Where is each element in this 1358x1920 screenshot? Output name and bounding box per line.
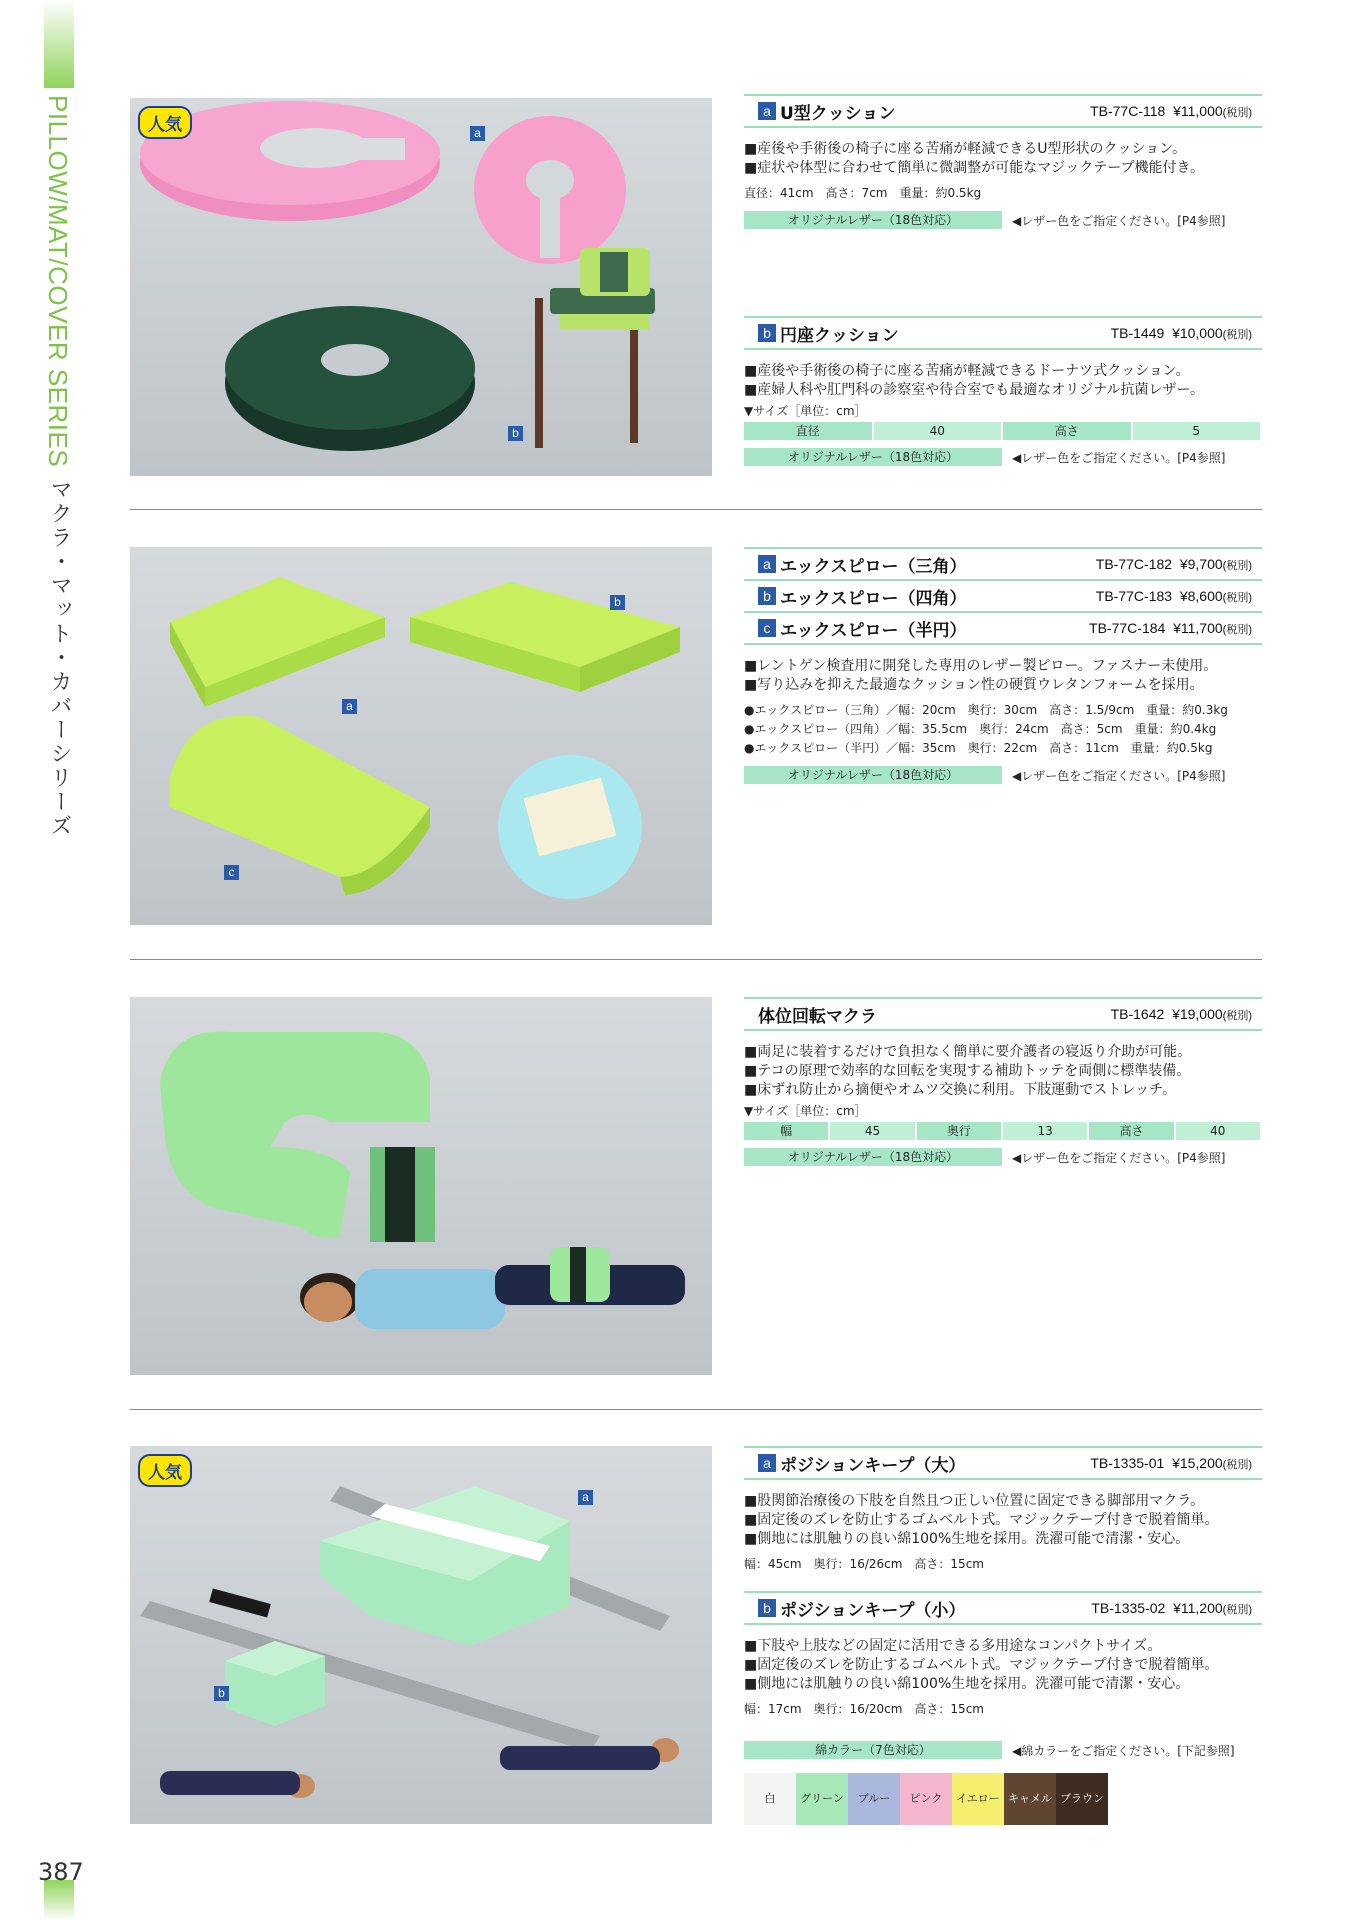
product-rotation-pillow xyxy=(744,997,1262,1166)
color-selection xyxy=(744,448,1262,466)
color-swatch: ブルー xyxy=(848,1773,900,1825)
photo-position-keep xyxy=(130,1446,712,1824)
product-title-row xyxy=(744,613,1262,645)
product-x-pillows xyxy=(744,547,1262,784)
color-swatch: ブラウン xyxy=(1056,1773,1108,1825)
leather-note: ◀レザー色をご指定ください。[P4参照] xyxy=(1012,768,1226,783)
popular-badge: 人気 xyxy=(138,106,192,139)
size-label: 奥行 xyxy=(917,1122,1003,1140)
product-code-price: TB-77C-183 ¥8,600(税別) xyxy=(1095,587,1252,604)
size-value: 40 xyxy=(1176,1122,1262,1140)
photo-label-b: b xyxy=(214,1686,229,1701)
product-title-row xyxy=(744,94,1262,128)
product-description: ■下肢や上肢などの固定に活用できる多用途なコンパクトサイズ。 ■固定後のズレを防止するゴムベルト式。マジックテープ付きで脱着簡単。 ■側地には肌触りの良い綿100%生地を採用。洗濯可能で清潔・安心。 xyxy=(744,1638,1219,1692)
color-swatch: キャメル xyxy=(1004,1773,1056,1825)
section-divider xyxy=(130,509,1262,510)
size-table xyxy=(744,1122,1262,1140)
product-spec: ●エックスピロー（三角）／幅：20cm 奥行：30cm 高さ：1.5/9cm 重量：約0.3kg ●エックスピロー（四角）／幅：35.5cm 奥行：24cm 高さ：5cm 重量：約0.4kg ●エックスピロー（半円）／幅：35cm 奥行：22cm 高さ：11cm 重量：約0.5kg xyxy=(744,703,1228,755)
product-name: エックスピロー（四角） xyxy=(780,588,967,609)
product-name: エックスピロー（三角） xyxy=(780,556,967,577)
color-swatch: ピンク xyxy=(900,1773,952,1825)
product-name: ポジションキープ（小） xyxy=(780,1600,966,1621)
page-number: 387 xyxy=(38,1858,84,1886)
popular-badge: 人気 xyxy=(138,1454,192,1487)
bottom-accent-bar xyxy=(44,1880,74,1920)
product-spec: 幅：45cm 奥行：16/26cm 高さ：15cm xyxy=(744,1557,984,1571)
product-label: c xyxy=(758,619,776,637)
product-position-keep-small xyxy=(744,1591,1262,1825)
leather-note: ◀レザー色をご指定ください。[P4参照] xyxy=(1012,1150,1226,1165)
photo-label-c: c xyxy=(224,865,239,880)
color-swatch: グリーン xyxy=(796,1773,848,1825)
product-label: b xyxy=(758,324,776,342)
photo-label-a: a xyxy=(578,1490,593,1505)
product-label: b xyxy=(758,1599,776,1617)
leather-note: ◀レザー色をご指定ください。[P4参照] xyxy=(1012,213,1226,228)
size-caption: ▼サイズ［単位：cm］ xyxy=(744,404,867,418)
product-position-keep-large xyxy=(744,1446,1262,1574)
color-swatches xyxy=(744,1773,1262,1825)
color-selection xyxy=(744,1741,1262,1759)
color-swatch: イエロー xyxy=(952,1773,1004,1825)
product-name: 円座クッション xyxy=(780,325,899,346)
product-label: a xyxy=(758,555,776,573)
size-value: 40 xyxy=(874,422,1004,440)
section-divider xyxy=(130,959,1262,960)
product-u-cushion xyxy=(744,94,1262,229)
photo-label-a: a xyxy=(342,699,357,714)
product-label: a xyxy=(758,102,776,120)
product-title-row xyxy=(744,581,1262,613)
series-title-japanese: マクラ・マット・カバーシリーズ xyxy=(47,478,72,838)
leather-option: オリジナルレザー（18色対応） xyxy=(744,1148,1002,1166)
product-description: ■両足に装着するだけで負担なく簡単に要介護者の寝返り介助が可能。 ■テコの原理で効率的な回転を実現する補助トッテを両側に標準装備。 ■床ずれ防止から摘便やオムツ交換に利用。下肢運動でストレッチ。 xyxy=(744,1044,1192,1098)
size-table xyxy=(744,422,1262,440)
size-value: 13 xyxy=(1003,1122,1089,1140)
photo-rotation-pillow xyxy=(130,997,712,1375)
photo-x-pillows xyxy=(130,547,712,925)
section-divider xyxy=(130,1409,1262,1410)
product-name: ポジションキープ（大） xyxy=(780,1455,966,1476)
product-title-row xyxy=(744,1446,1262,1480)
size-label: 幅 xyxy=(744,1122,830,1140)
color-selection xyxy=(744,1148,1262,1166)
product-code-price: TB-1335-02 ¥11,200(税別) xyxy=(1091,1599,1252,1616)
size-label: 高さ xyxy=(1089,1122,1175,1140)
product-title-row xyxy=(744,997,1262,1031)
product-label: b xyxy=(758,587,776,605)
color-selection xyxy=(744,766,1262,784)
product-title-row xyxy=(744,1591,1262,1625)
product-code-price: TB-77C-184 ¥11,700(税別) xyxy=(1089,619,1252,636)
product-code-price: TB-1642 ¥19,000(税別) xyxy=(1110,1005,1252,1022)
photo-label-a: a xyxy=(470,126,485,141)
leather-option: オリジナルレザー（18色対応） xyxy=(744,448,1002,466)
size-value: 45 xyxy=(830,1122,916,1140)
product-spec: 直径：41cm 高さ：7cm 重量：約0.5kg xyxy=(744,186,982,200)
product-name: U型クッション xyxy=(780,103,896,124)
size-value: 5 xyxy=(1133,422,1263,440)
top-accent-bar xyxy=(44,0,74,88)
product-description: ■産後や手術後の椅子に座る苦痛が軽減できるドーナツ式クッション。 ■産婦人科や肛門科の診察室や待合室でも最適なオリジナル抗菌レザー。 xyxy=(744,363,1204,398)
photo-label-b: b xyxy=(508,426,523,441)
color-swatch: 白 xyxy=(744,1773,796,1825)
product-name: 体位回転マクラ xyxy=(758,1006,877,1027)
color-selection xyxy=(744,211,1262,229)
product-description: ■産後や手術後の椅子に座る苦痛が軽減できるU型形状のクッション。 ■症状や体型に合わせて簡単に微調整が可能なマジックテープ機能付き。 xyxy=(744,141,1204,176)
product-code-price: TB-1449 ¥10,000(税別) xyxy=(1110,324,1252,341)
product-description: ■股関節治療後の下肢を自然且つ正しい位置に固定できる脚部用マクラ。 ■固定後のズレを防止するゴムベルト式。マジックテープ付きで脱着簡単。 ■側地には肌触りの良い綿100%生地を採用。洗濯可能で清潔・安心。 xyxy=(744,1493,1219,1547)
product-spec: 幅：17cm 奥行：16/20cm 高さ：15cm xyxy=(744,1702,984,1716)
product-label: a xyxy=(758,1454,776,1472)
size-caption: ▼サイズ［単位：cm］ xyxy=(744,1104,867,1118)
product-title-row xyxy=(744,316,1262,350)
cotton-option: 綿カラー（7色対応） xyxy=(744,1741,1002,1759)
leather-option: オリジナルレザー（18色対応） xyxy=(744,211,1002,229)
product-code-price: TB-1335-01 ¥15,200(税別) xyxy=(1090,1454,1252,1471)
size-label: 高さ xyxy=(1003,422,1133,440)
product-code-price: TB-77C-118 ¥11,000(税別) xyxy=(1090,102,1252,119)
product-title-row xyxy=(744,547,1262,581)
product-code-price: TB-77C-182 ¥9,700(税別) xyxy=(1095,555,1252,572)
series-title-english: PILLOW/MAT/COVER SERIES xyxy=(43,95,73,468)
leather-note: ◀レザー色をご指定ください。[P4参照] xyxy=(1012,450,1226,465)
product-ring-cushion xyxy=(744,316,1262,466)
product-name: エックスピロー（半円） xyxy=(780,620,967,641)
photo-cushions xyxy=(130,98,712,476)
leather-option: オリジナルレザー（18色対応） xyxy=(744,766,1002,784)
cotton-note: ◀綿カラーをご指定ください。[下記参照] xyxy=(1012,1743,1235,1758)
product-description: ■レントゲン検査用に開発した専用のレザー製ピロー。ファスナー未使用。 ■写り込みを抑えた最適なクッション性の硬質ウレタンフォームを採用。 xyxy=(744,658,1218,693)
photo-label-b: b xyxy=(610,595,625,610)
size-label: 直径 xyxy=(744,422,874,440)
